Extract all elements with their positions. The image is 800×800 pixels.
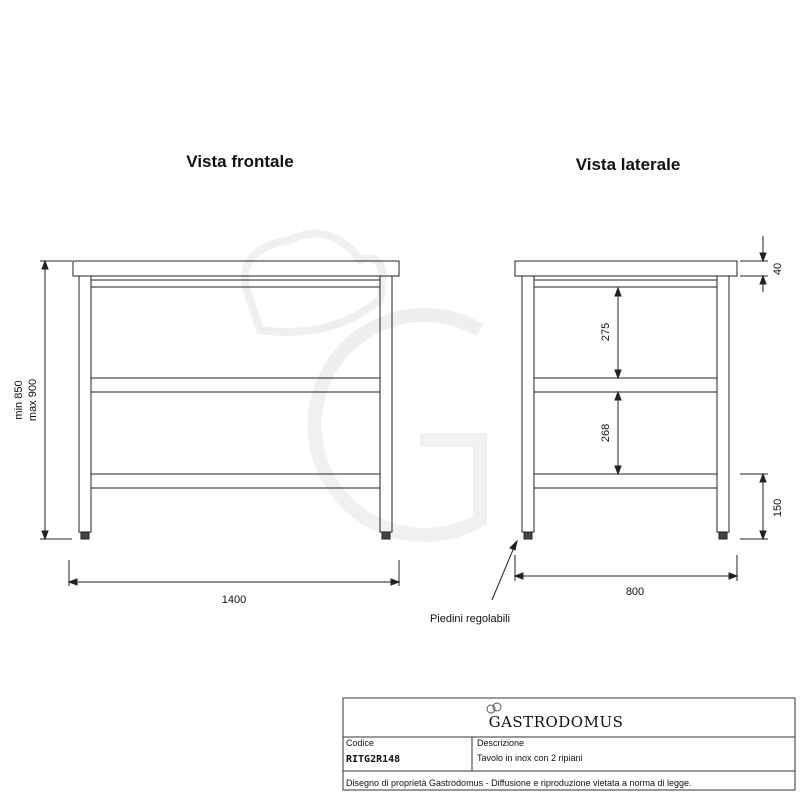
- front-width-dimension: [69, 560, 399, 586]
- front-top-rail: [91, 280, 380, 287]
- side-left-leg: [522, 276, 534, 532]
- front-middle-shelf: [91, 378, 380, 392]
- code-label: Codice: [346, 738, 375, 748]
- side-right-foot: [719, 532, 727, 539]
- side-top-rail: [534, 280, 717, 287]
- side-depth-dimension: [515, 555, 737, 581]
- description-label: Descrizione: [477, 738, 525, 748]
- front-left-leg: [79, 276, 91, 532]
- depth-label: 800: [625, 586, 645, 598]
- gap-upper-label: 275: [600, 322, 612, 342]
- front-right-foot: [382, 532, 390, 539]
- side-tabletop: [515, 261, 737, 276]
- brand-logo-icon: [487, 703, 501, 713]
- side-inner-dimensions: [615, 288, 621, 474]
- bottom-clearance-label: 150: [772, 498, 784, 518]
- height-min-label: min 850: [13, 380, 25, 420]
- side-view: [515, 261, 737, 539]
- height-max-label: max 900: [27, 378, 39, 422]
- footer-notice: Disegno di proprietà Gastrodomus - Diffusione e riproduzione vietata a norma di legge.: [346, 778, 692, 788]
- title-block: [343, 698, 795, 790]
- side-left-foot: [524, 532, 532, 539]
- front-left-foot: [81, 532, 89, 539]
- side-right-leg: [717, 276, 729, 532]
- side-view-title: Vista laterale: [575, 155, 681, 174]
- watermark-logo: [245, 233, 480, 535]
- feet-leader: [492, 541, 517, 600]
- front-height-dimension: [40, 261, 72, 539]
- top-thickness-label: 40: [772, 262, 784, 276]
- side-bottom-shelf: [534, 474, 717, 488]
- brand-name: GASTRODOMUS: [488, 713, 624, 731]
- code-value: RITG2R148: [346, 754, 401, 765]
- front-view-title: Vista frontale: [186, 152, 294, 171]
- side-middle-shelf: [534, 378, 717, 392]
- side-right-dimensions: [740, 236, 768, 539]
- width-label: 1400: [221, 594, 247, 606]
- gap-lower-label: 268: [600, 423, 612, 443]
- feet-annotation: Piedini regolabili: [429, 613, 511, 625]
- front-tabletop: [73, 261, 399, 276]
- description-value: Tavolo in inox con 2 ripiani: [477, 753, 583, 763]
